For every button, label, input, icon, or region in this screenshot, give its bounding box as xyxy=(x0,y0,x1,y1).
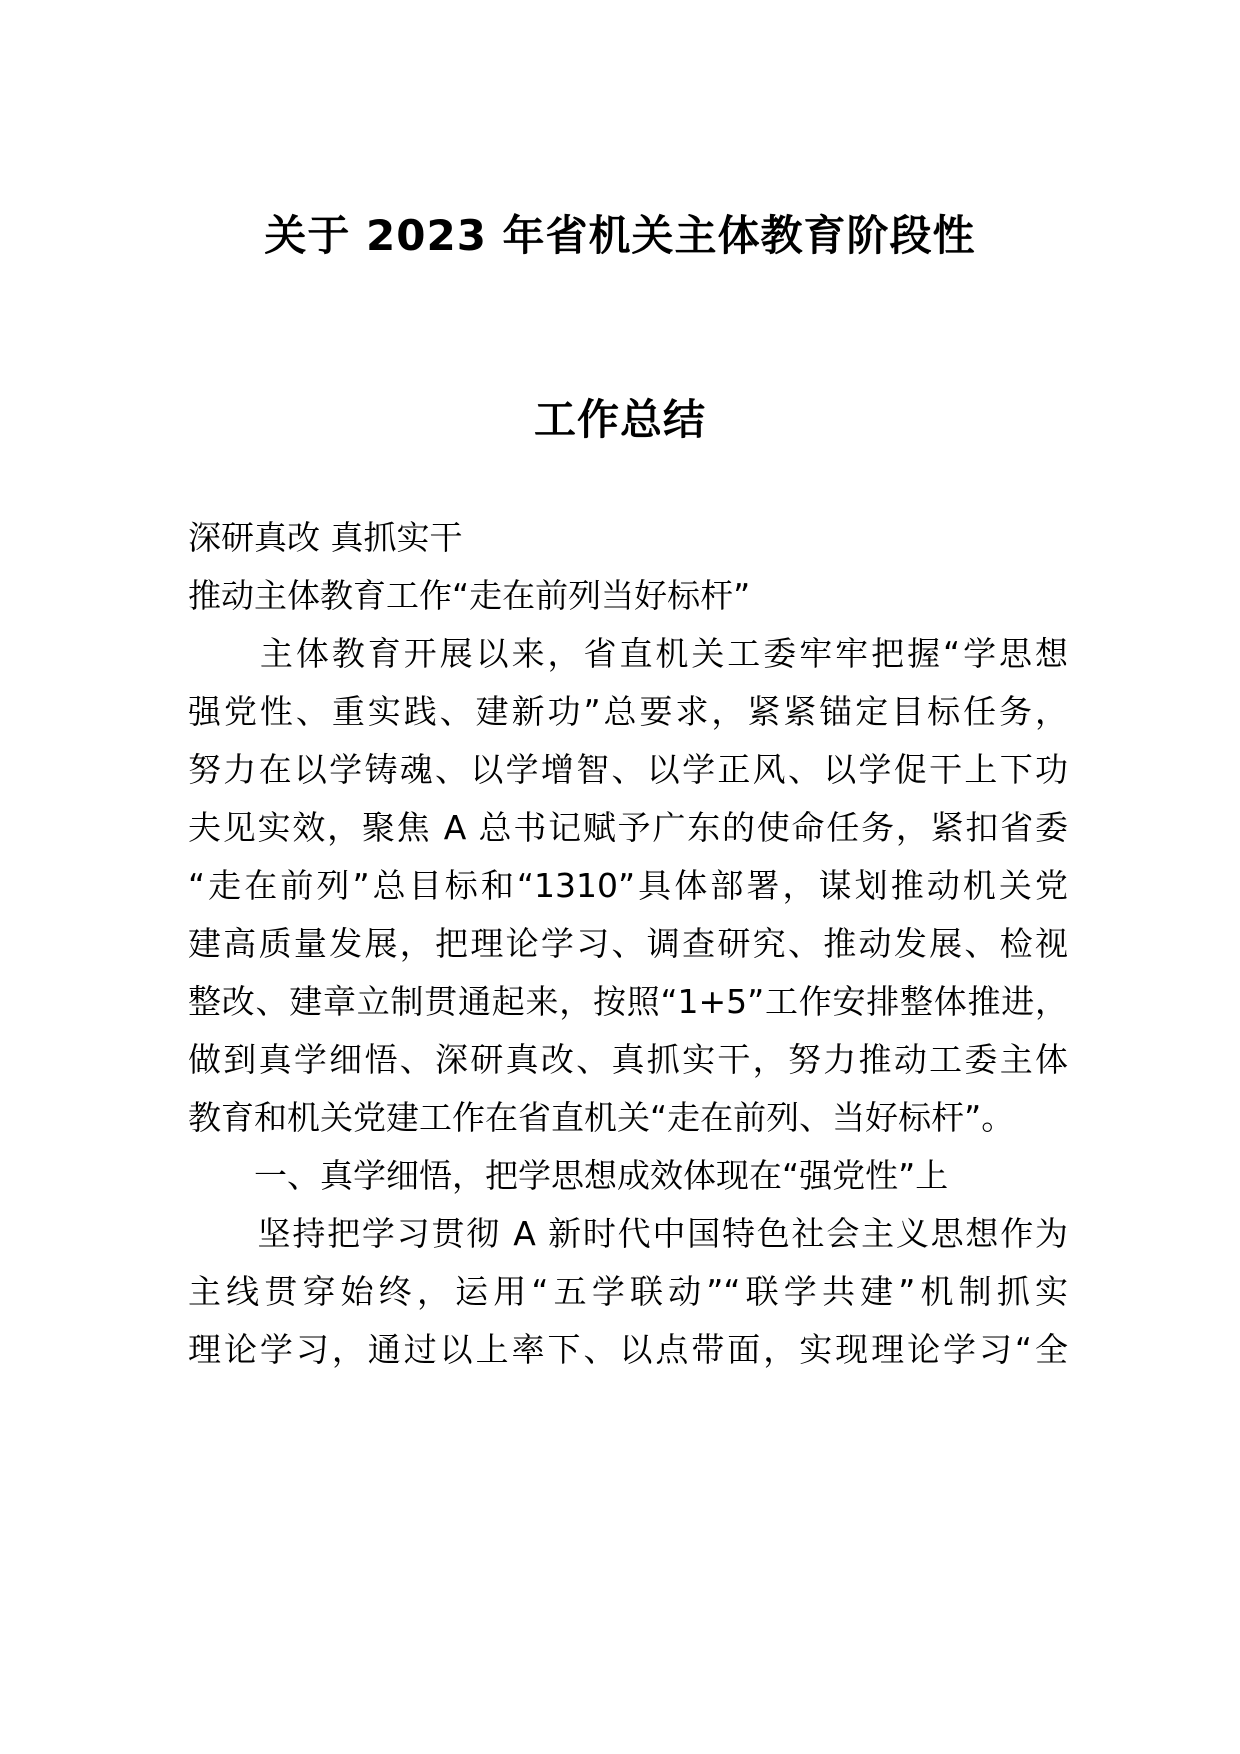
section-1-heading: 一、真学细悟，把学思想成效体现在“强党性”上 xyxy=(188,1156,949,1195)
document-title-line-2: 工作总结 xyxy=(533,395,706,444)
section-1-paragraph-line: 主线贯穿始终，运用“五学联动”“联学共建”机制抓实 xyxy=(188,1272,1068,1311)
subtitle-2: 推动主体教育工作“走在前列当好标杆” xyxy=(188,576,751,615)
intro-paragraph-line: “走在前列”总目标和“1310”具体部署，谋划推动机关党 xyxy=(188,866,1068,905)
intro-paragraph-line: 强党性、重实践、建新功”总要求，紧紧锚定目标任务， xyxy=(188,692,1068,731)
intro-paragraph-line: 整改、建章立制贯通起来，按照“1+5”工作安排整体推进， xyxy=(188,982,1068,1021)
intro-paragraph-line: 做到真学细悟、深研真改、真抓实干，努力推动工委主体 xyxy=(188,1040,1068,1079)
section-1-paragraph-line: 理论学习，通过以上率下、以点带面，实现理论学习“全 xyxy=(188,1330,1068,1369)
intro-paragraph-line: 主体教育开展以来，省直机关工委牢牢把握“学思想 xyxy=(188,634,1068,673)
intro-paragraph-line: 教育和机关党建工作在省直机关“走在前列、当好标杆”。 xyxy=(188,1098,1015,1137)
document-title-line-1: 关于 2023 年省机关主体教育阶段性 xyxy=(264,211,976,260)
intro-paragraph-line: 建高质量发展，把理论学习、调查研究、推动发展、检视 xyxy=(188,924,1068,963)
subtitle-1: 深研真改 真抓实干 xyxy=(188,518,463,557)
section-1-paragraph-line: 坚持把学习贯彻 A 新时代中国特色社会主义思想作为 xyxy=(188,1214,1068,1253)
intro-paragraph-line: 夫见实效，聚焦 A 总书记赋予广东的使命任务，紧扣省委 xyxy=(188,808,1068,847)
intro-paragraph-line: 努力在以学铸魂、以学增智、以学正风、以学促干上下功 xyxy=(188,750,1068,789)
